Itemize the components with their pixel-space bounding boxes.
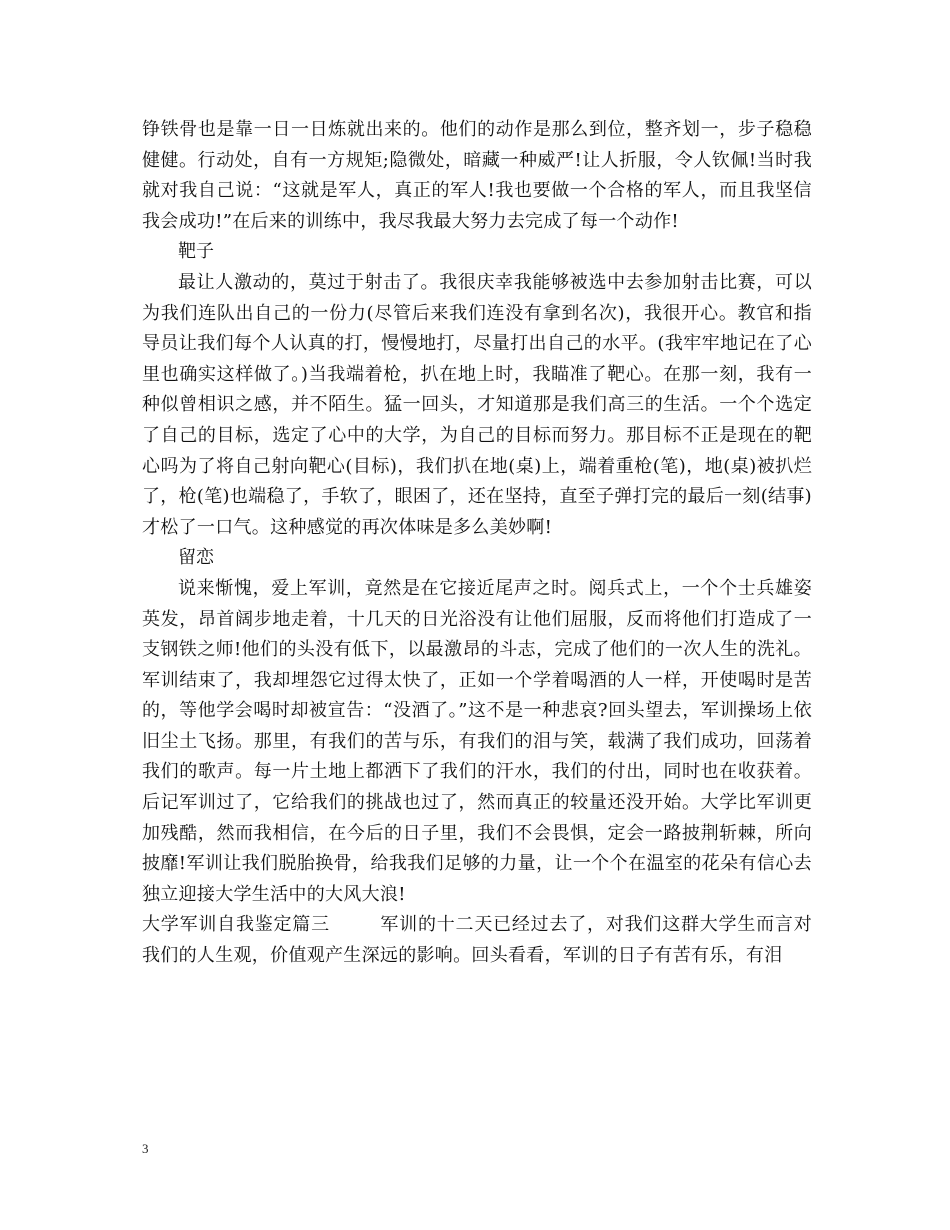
paragraph-shooting: 最让人激动的，莫过于射击了。我很庆幸我能够被选中去参加射击比赛，可以为我们连队出自己的一份力(尽管后来我们连没有拿到名次)，我很开心。教官和指导员让我们每个人认真的打，慢慢地打，尽量打出自己的水平。(我牢牢地记在了心里也确实这样做了。)当我端着枪，扒在地上时，我瞄准了靶心。在那一刻，我有一种似曾相识之感，并不陌生。猛一回头，才知道那是我们高三的生活。一个个选定了自己的目标，选定了心中的大学，为自己的目标而努力。那目标不正是现在的靶心吗为了将自己射向靶心(目标)，我们扒在地(桌)上，端着重枪(笔)，地(桌)被扒烂了，枪(笔)也端稳了，手软了，眼困了，还在坚持，直至子弹打完的最后一刻(结事)才松了一口气。这种感觉的再次体味是多么美妙啊!	[142, 271, 812, 538]
paragraph-farewell: 说来惭愧，爱上军训，竟然是在它接近尾声之时。阅兵式上，一个个士兵雄姿英发，昂首阔步地走着，十几天的日光浴没有让他们屈服，反而将他们打造成了一支钢铁之师!他们的头没有低下，以最激昂的斗志，完成了他们的一次人生的洗礼。军训结束了，我却埋怨它过得太快了，正如一个学着喝酒的人一样，开使喝时是苦的，等他学会喝时却被宣告：“没酒了。”这不是一种悲哀?回头望去，军训操场上依旧尘土飞扬。那里，有我们的苦与乐，有我们的泪与笑，载满了我们成功，回荡着我们的歌声。每一片土地上都洒下了我们的汗水，我们的付出，同时也在收获着。后记军训过了，它给我们的挑战也过了，然而真正的较量还没开始。大学比军训更加残酷，然而我相信，在今后的日子里，我们不会畏惧，定会一路披荆斩棘，所向披靡!军训让我们脱胎换骨，给我我们足够的力量，让一个个在温室的花朵有信心去独立迎接大学生活中的大风大浪!	[142, 577, 812, 905]
paragraph-part-three	[142, 910, 812, 971]
section-heading-target: 靶子	[178, 241, 214, 263]
section-heading-linger: 留恋	[178, 547, 214, 569]
document-body	[142, 115, 812, 972]
part-three-body: 军训的十二天已经过去了，对我们这群大学生而言对我们的人生观，价值观产生深远的影响。回头看看，军训的日子有苦有乐，有泪	[142, 914, 813, 967]
paragraph-discipline: 铮铁骨也是靠一日一日炼就出来的。他们的动作是那么到位，整齐划一，步子稳稳健健。行动处，自有一方规矩;隐微处，暗藏一种威严!让人折服，令人钦佩!当时我就对我自己说：“这就是军人，真正的军人!我也要做一个合格的军人，而且我坚信我会成功!”在后来的训练中，我尽我最大努力去完成了每一个动作!	[142, 119, 812, 232]
page-number: 3	[142, 1141, 149, 1156]
part-three-title: 大学军训自我鉴定篇三	[142, 914, 330, 936]
